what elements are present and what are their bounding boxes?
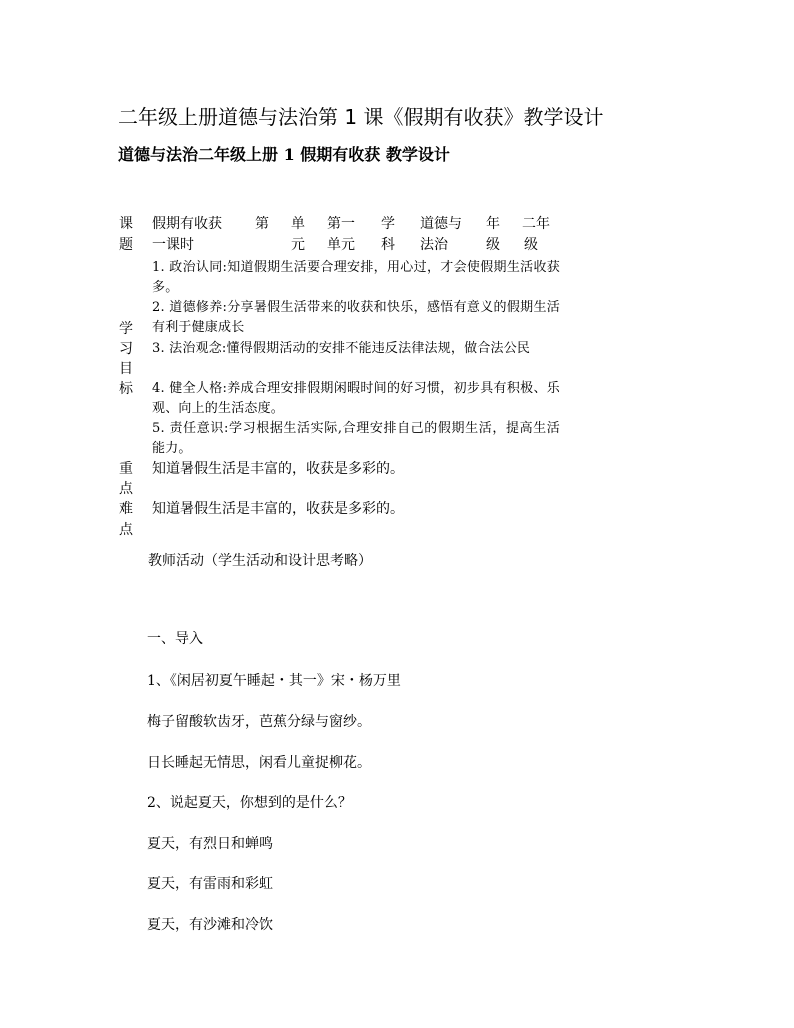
lesson-line: 1、《闲居初夏午睡起・其一》宋・杨万里 <box>147 673 401 689</box>
difficult-points-text: 知道暑假生活是丰富的，收获是多彩的。 <box>152 501 404 517</box>
page-subtitle: 道德与法治二年级上册 1 假期有收获 教学设计 <box>118 145 450 164</box>
key-points-label-1: 重 <box>119 461 133 477</box>
lesson-line: 夏天，有烈日和蝉鸣 <box>147 836 273 852</box>
lesson-line: 梅子留酸软齿牙，芭蕉分绿与窗纱。 <box>147 714 371 730</box>
grade-value-2: 级 <box>524 237 538 253</box>
grade-label-2: 级 <box>486 237 500 253</box>
topic-value-2: 一课时 <box>152 237 194 253</box>
unit-value-1: 第一 <box>327 216 355 232</box>
grade-value-1: 二年 <box>522 216 550 232</box>
difficult-points-label-2: 点 <box>119 522 133 538</box>
unit-label-mid: 单 <box>291 216 305 232</box>
goal-item: 1. 政治认同:知道假期生活要合理安排，用心过，才会使假期生活收获多。 <box>152 260 560 295</box>
difficult-points-label-1: 难 <box>119 501 133 517</box>
lesson-line: 2、说起夏天，你想到的是什么？ <box>147 795 352 811</box>
topic-label-1: 课 <box>119 216 133 232</box>
activity-heading: 教师活动（学生活动和设计思考略） <box>148 553 372 569</box>
unit-value-2: 单元 <box>327 237 355 253</box>
unit-label-1: 第 <box>255 216 269 232</box>
lesson-line: 日长睡起无情思，闲看儿童捉柳花。 <box>147 755 371 771</box>
subject-label-2: 科 <box>381 237 395 253</box>
goal-item: 4. 健全人格:养成合理安排假期闲暇时间的好习惯，初步具有积极、乐观、向上的生活态度。 <box>152 381 560 416</box>
subject-value-1: 道德与 <box>420 216 462 232</box>
goals-label-2: 习 <box>119 341 133 357</box>
page-title: 二年级上册道德与法治第 1 课《假期有收获》教学设计 <box>118 105 604 129</box>
subject-value-2: 法治 <box>420 237 448 253</box>
unit-label-2: 元 <box>291 237 305 253</box>
goals-label-3: 目 <box>119 361 133 377</box>
goal-item: 3. 法治观念:懂得假期活动的安排不能违反法律法规，做合法公民 <box>152 341 531 356</box>
goals-label-4: 标 <box>119 381 133 397</box>
lesson-line: 夏天，有沙滩和冷饮 <box>147 917 273 933</box>
subject-label-1: 学 <box>381 216 395 232</box>
topic-label-2: 题 <box>119 237 133 253</box>
topic-value-1: 假期有收获 <box>152 216 222 232</box>
goal-item: 2. 道德修养:分享暑假生活带来的收获和快乐，感悟有意义的假期生活有利于健康成长 <box>152 300 560 335</box>
key-points-text: 知道暑假生活是丰富的，收获是多彩的。 <box>152 461 404 477</box>
goal-item: 5. 责任意识:学习根据生活实际,合理安排自己的假期生活，提高生活能力。 <box>152 421 560 456</box>
lesson-line: 夏天，有雷雨和彩虹 <box>147 876 273 892</box>
lesson-line: 一、导入 <box>147 631 203 647</box>
grade-label-1: 年 <box>486 216 500 232</box>
goals-label-1: 学 <box>119 321 133 337</box>
key-points-label-2: 点 <box>119 481 133 497</box>
